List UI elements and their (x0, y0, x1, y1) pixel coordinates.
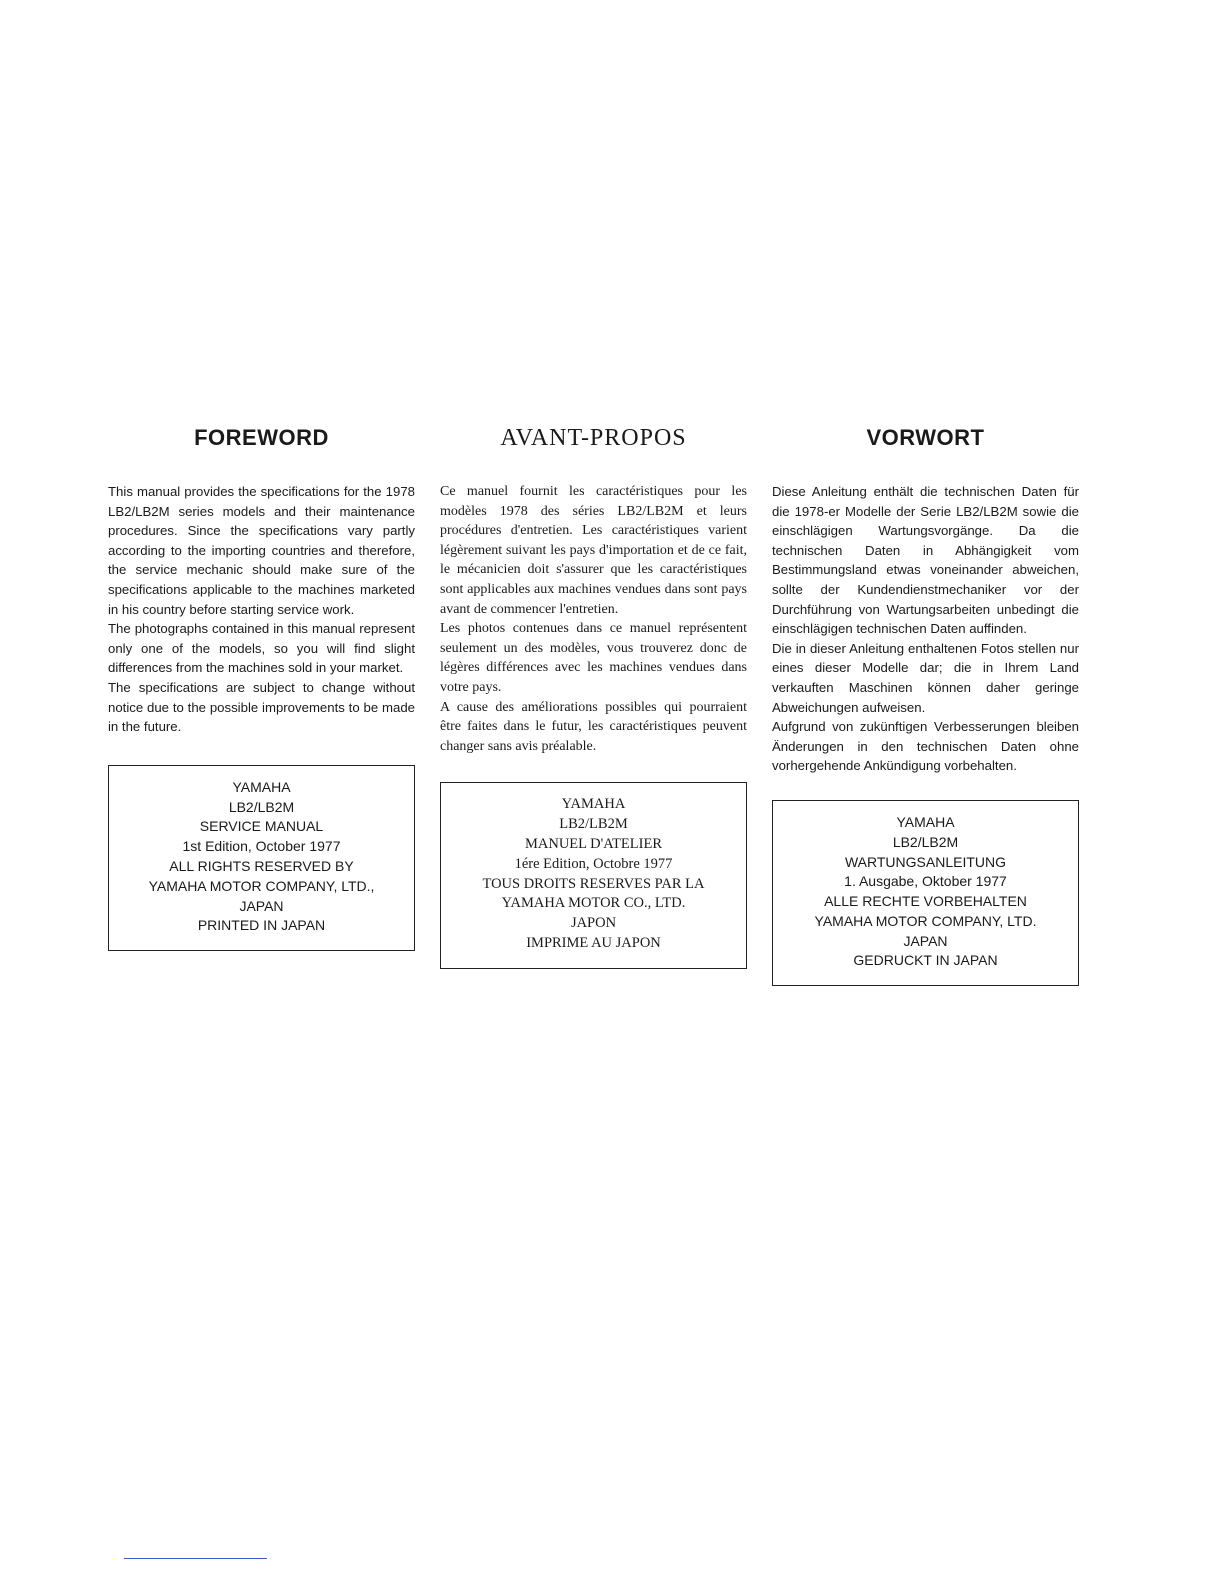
imprint-line: YAMAHA (561, 796, 626, 813)
imprint-line: MANUEL D'ATELIER (525, 835, 662, 852)
foreword-heading: AVANT-PROPOS (500, 425, 687, 451)
foreword-column-english (108, 420, 415, 951)
imprint-line: YAMAHA MOTOR COMPANY, LTD., (148, 877, 375, 894)
imprint-line: 1ére Edition, Octobre 1977 (514, 855, 673, 872)
foreword-column-french (440, 420, 747, 969)
foreword-paragraph: Les photos contenues dans ce manuel représentent seulement un des modèles, vous trouverez donc de légères différences avec les machines vendues dans votre pays. (440, 621, 747, 695)
foreword-heading: VORWORT (866, 425, 985, 450)
foreword-paragraph: A cause des améliorations possibles qui pourraient être faites dans le futur, les caractéristiques peuvent changer sans avis préalable. (440, 699, 747, 754)
imprint-line: SERVICE MANUAL (199, 818, 324, 835)
imprint-line: LB2/LB2M (892, 833, 959, 850)
foreword-paragraph: Die in dieser Anleitung enthaltenen Fotos stellen nur eines dieser Modelle dar; die in Ihrem Land verkauften Maschinen können daher geringe Abweichungen aufweisen. (772, 640, 1079, 715)
imprint-line: LB2/LB2M (228, 798, 295, 815)
imprint-line: 1. Ausgabe, Oktober 1977 (844, 873, 1007, 890)
imprint-line: YAMAHA (232, 778, 291, 795)
imprint-line: YAMAHA MOTOR COMPANY, LTD. (814, 912, 1037, 929)
imprint-box-german (772, 800, 1079, 986)
imprint-line: ALL RIGHTS RESERVED BY (169, 857, 354, 874)
foreword-heading: FOREWORD (194, 425, 329, 450)
footer-rule (124, 1558, 267, 1559)
imprint-line: 1st Edition, October 1977 (182, 838, 341, 855)
imprint-line: TOUS DROITS RESERVES PAR LA (482, 875, 705, 892)
imprint-box-english (108, 765, 415, 951)
foreword-paragraph: The photographs contained in this manual represent only one of the models, so you will find slight differences from the machines sold in your market. (108, 621, 415, 676)
imprint-line: GEDRUCKT IN JAPAN (853, 952, 998, 969)
imprint-line: JAPON (570, 915, 617, 932)
imprint-line: IMPRIME AU JAPON (526, 934, 661, 951)
imprint-line: JAPAN (239, 897, 284, 914)
foreword-column-german (772, 420, 1079, 986)
imprint-line: YAMAHA (896, 813, 955, 830)
imprint-line: PRINTED IN JAPAN (197, 917, 326, 934)
foreword-paragraph: Aufgrund von zukünftigen Verbesserungen bleiben Änderungen in den technischen Daten ohne vorhergehende Ankündigung vorbehalten. (772, 719, 1079, 774)
imprint-line: WARTUNGSANLEITUNG (844, 853, 1006, 870)
foreword-paragraph: Diese Anleitung enthält die technischen Daten für die 1978-er Modelle der Serie LB2/LB2M sowie die einschlägigen Wartungsvorgänge. Da die technischen Daten in Abhängigkeit vom Bestimmungsland etwas voneinander abweichen, sollte der Kundendienstmechaniker vor der Durchführung von Wartungsarbeiten unbedingt die einschlägigen technischen Daten auffinden. (772, 484, 1079, 637)
imprint-box-french (440, 782, 747, 968)
foreword-paragraph: This manual provides the specifications for the 1978 LB2/LB2M series models and their maintenance procedures. Since the specifications vary partly according to the importing countries and therefore, the service mechanic should make sure of the specifications applicable to the machines marketed in his country before starting service work. (108, 484, 415, 617)
imprint-line: LB2/LB2M (559, 816, 628, 833)
foreword-paragraph: The specifications are subject to change without notice due to the possible improvements to be made in the future. (108, 679, 415, 735)
foreword-paragraph: Ce manuel fournit les caractéristiques pour les modèles 1978 des séries LB2/LB2M et leurs procédures d'entretien. Les caractéristiques varient légèrement suivant les pays d'importation et de ce fait, le mécanicien doit s'assurer que les caractéristiques sont applicables aux machines vendues dans sont pays avant de commencer l'entretien. (440, 484, 747, 617)
imprint-line: YAMAHA MOTOR CO., LTD. (501, 895, 686, 912)
imprint-line: JAPAN (903, 932, 948, 949)
imprint-line: ALLE RECHTE VORBEHALTEN (824, 893, 1027, 910)
